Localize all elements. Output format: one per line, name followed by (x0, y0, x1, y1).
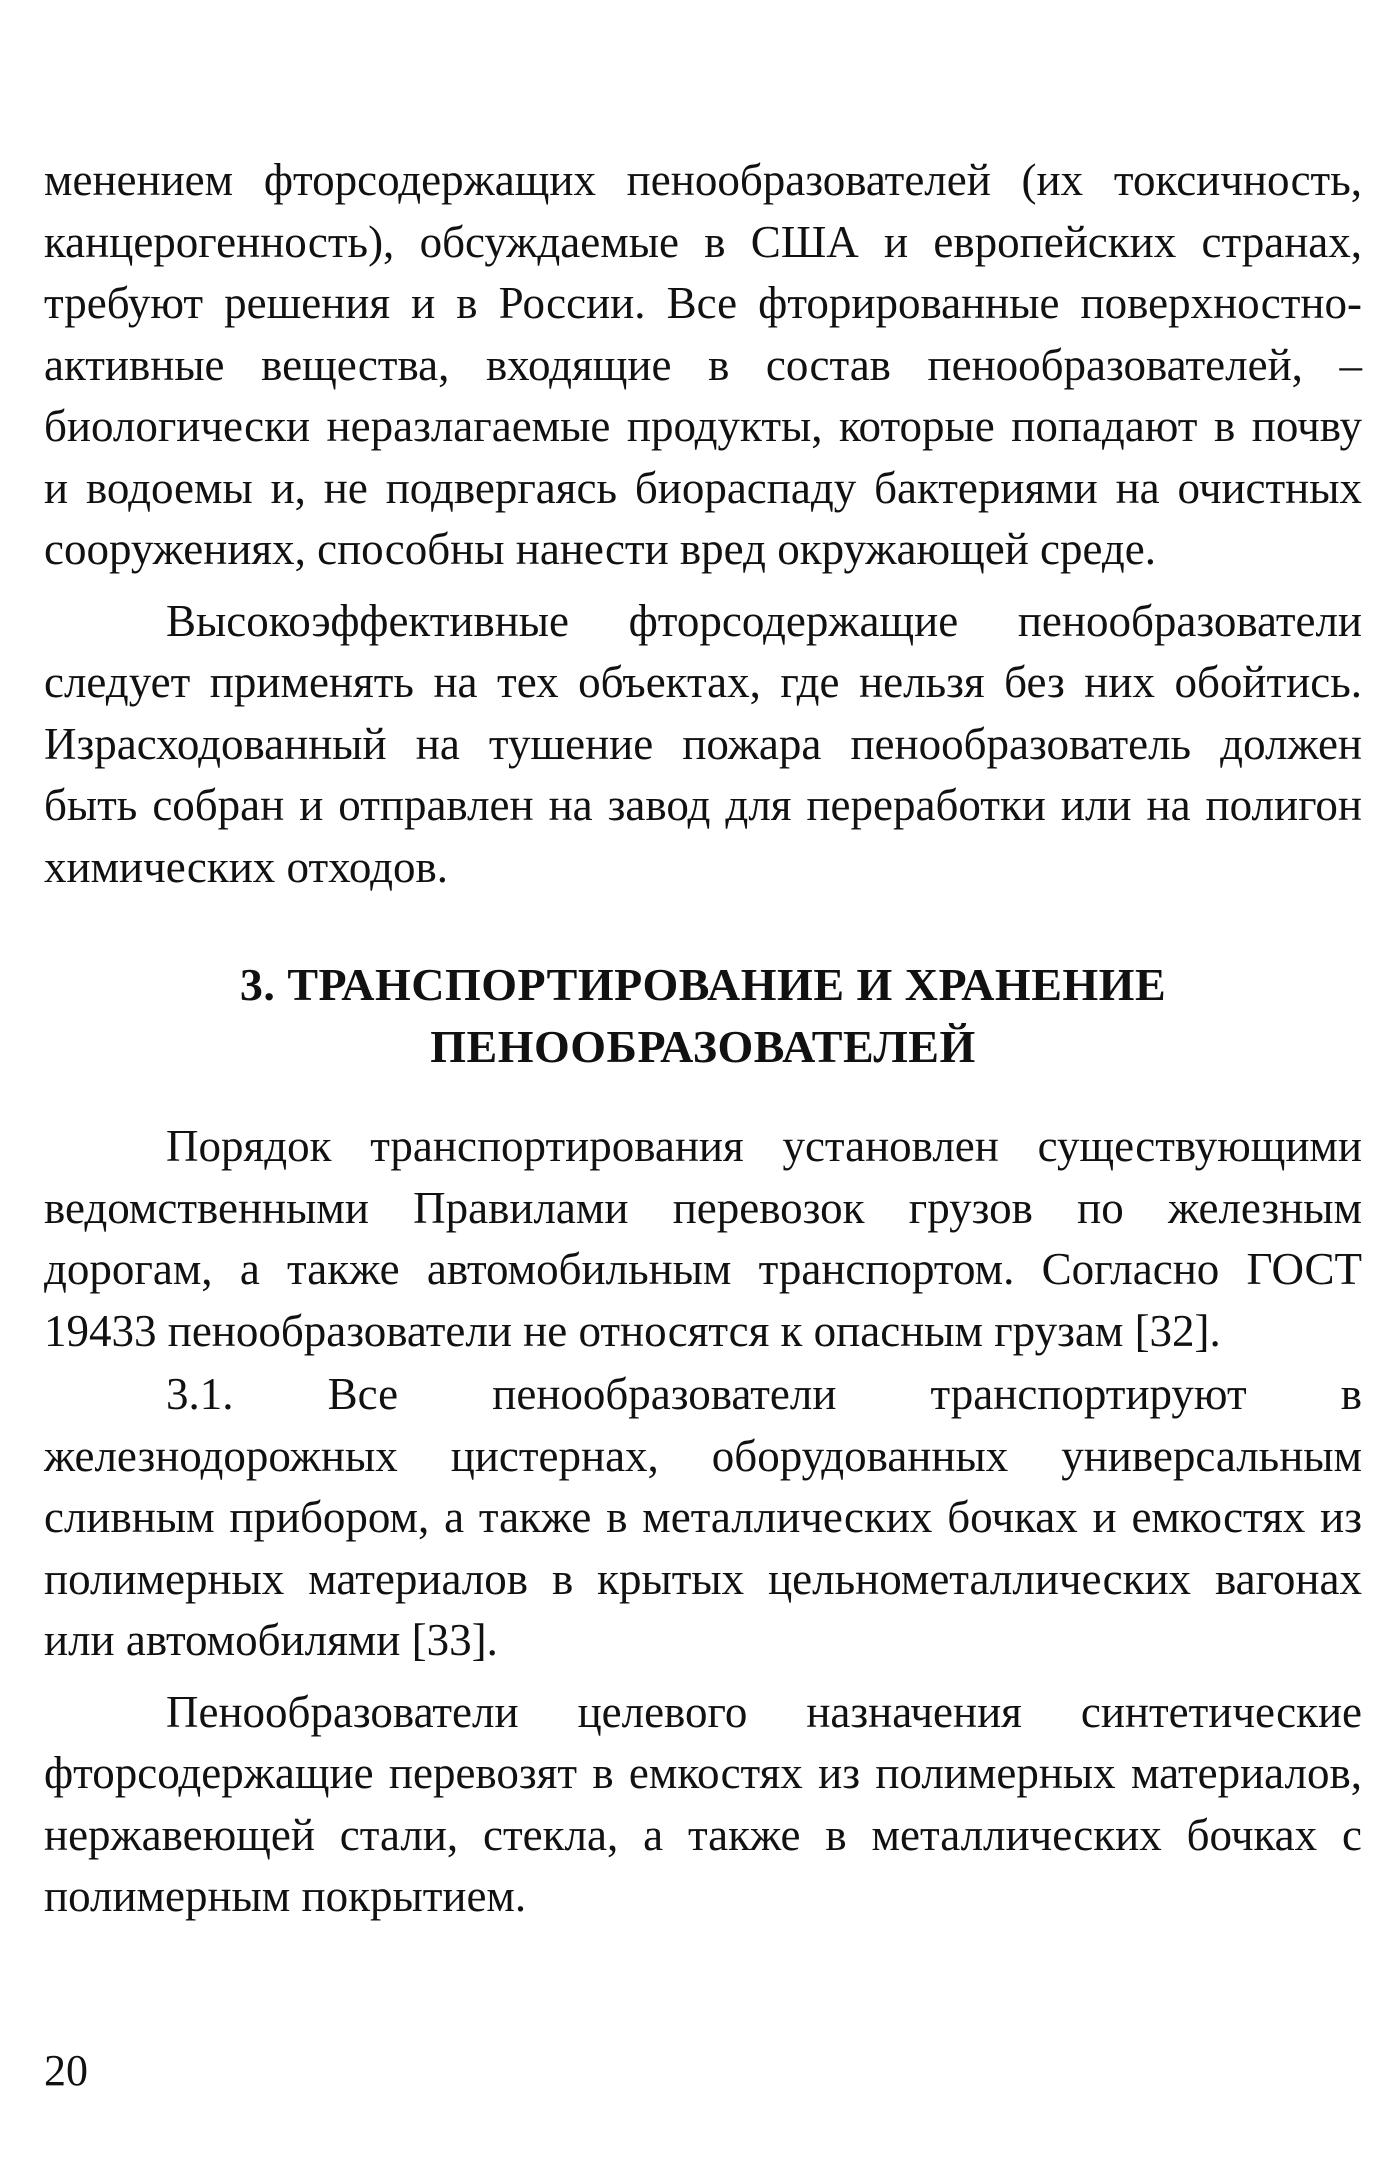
page-number: 20 (44, 2046, 88, 2095)
section-heading-line-1: 3. ТРАНСПОРТИРОВАНИЕ И ХРАНЕНИЕ (239, 959, 1167, 1010)
paragraph-transport-order: Порядок транспортирования установлен существующими ведомственными Правилами перевозок грузов по железным дорогам, а также автомобильным транспортом. Согласно ГОСТ 19433 пенообразователи не относятся к опасным грузам [32]. (44, 1121, 1362, 1356)
section-heading (44, 954, 1362, 1078)
paragraph-usage: Высокоэффективные фторсодержащие пенообразователи следует применять на тех объектах, где нельзя без них обойтись. Израсходованный на тушение пожара пенообразователь должен быть собран и отправлен на завод для переработки или на полигон химических отходов. (44, 595, 1362, 892)
paragraph-fluorinated-transport: Пенообразователи целевого назначения синтетические фторсодержащие перевозят в емкостях из полимерных материалов, нержавеющей стали, стекла, а также в металлических бочках с полимерным покрытием. (44, 1686, 1362, 1921)
section-heading-line-2: ПЕНООБРАЗОВАТЕЛЕЙ (430, 1021, 976, 1072)
paragraph-3-1: 3.1. Все пенообразователи транспортируют в железнодорожных цистернах, оборудованных универсальным сливным прибором, а также в металлических бочках и емкостях из полимерных материалов в крытых цельнометаллических вагонах или автомобилями [33]. (44, 1369, 1362, 1665)
text-column (44, 150, 1362, 1928)
paragraph-toxicity: менением фторсодержащих пенообразователей (их токсичность, канцерогенность), обсуждаемые в США и европейских странах, требуют решения и в России. Все фторированные поверхностно-активные вещества, входящие в состав пенообразователей, – биологически неразлагаемые продукты, которые попадают в почву и водоемы и, не подвергаясь биораспаду бактериями на очистных сооружениях, способны нанести вред окружающей среде. (44, 155, 1362, 574)
